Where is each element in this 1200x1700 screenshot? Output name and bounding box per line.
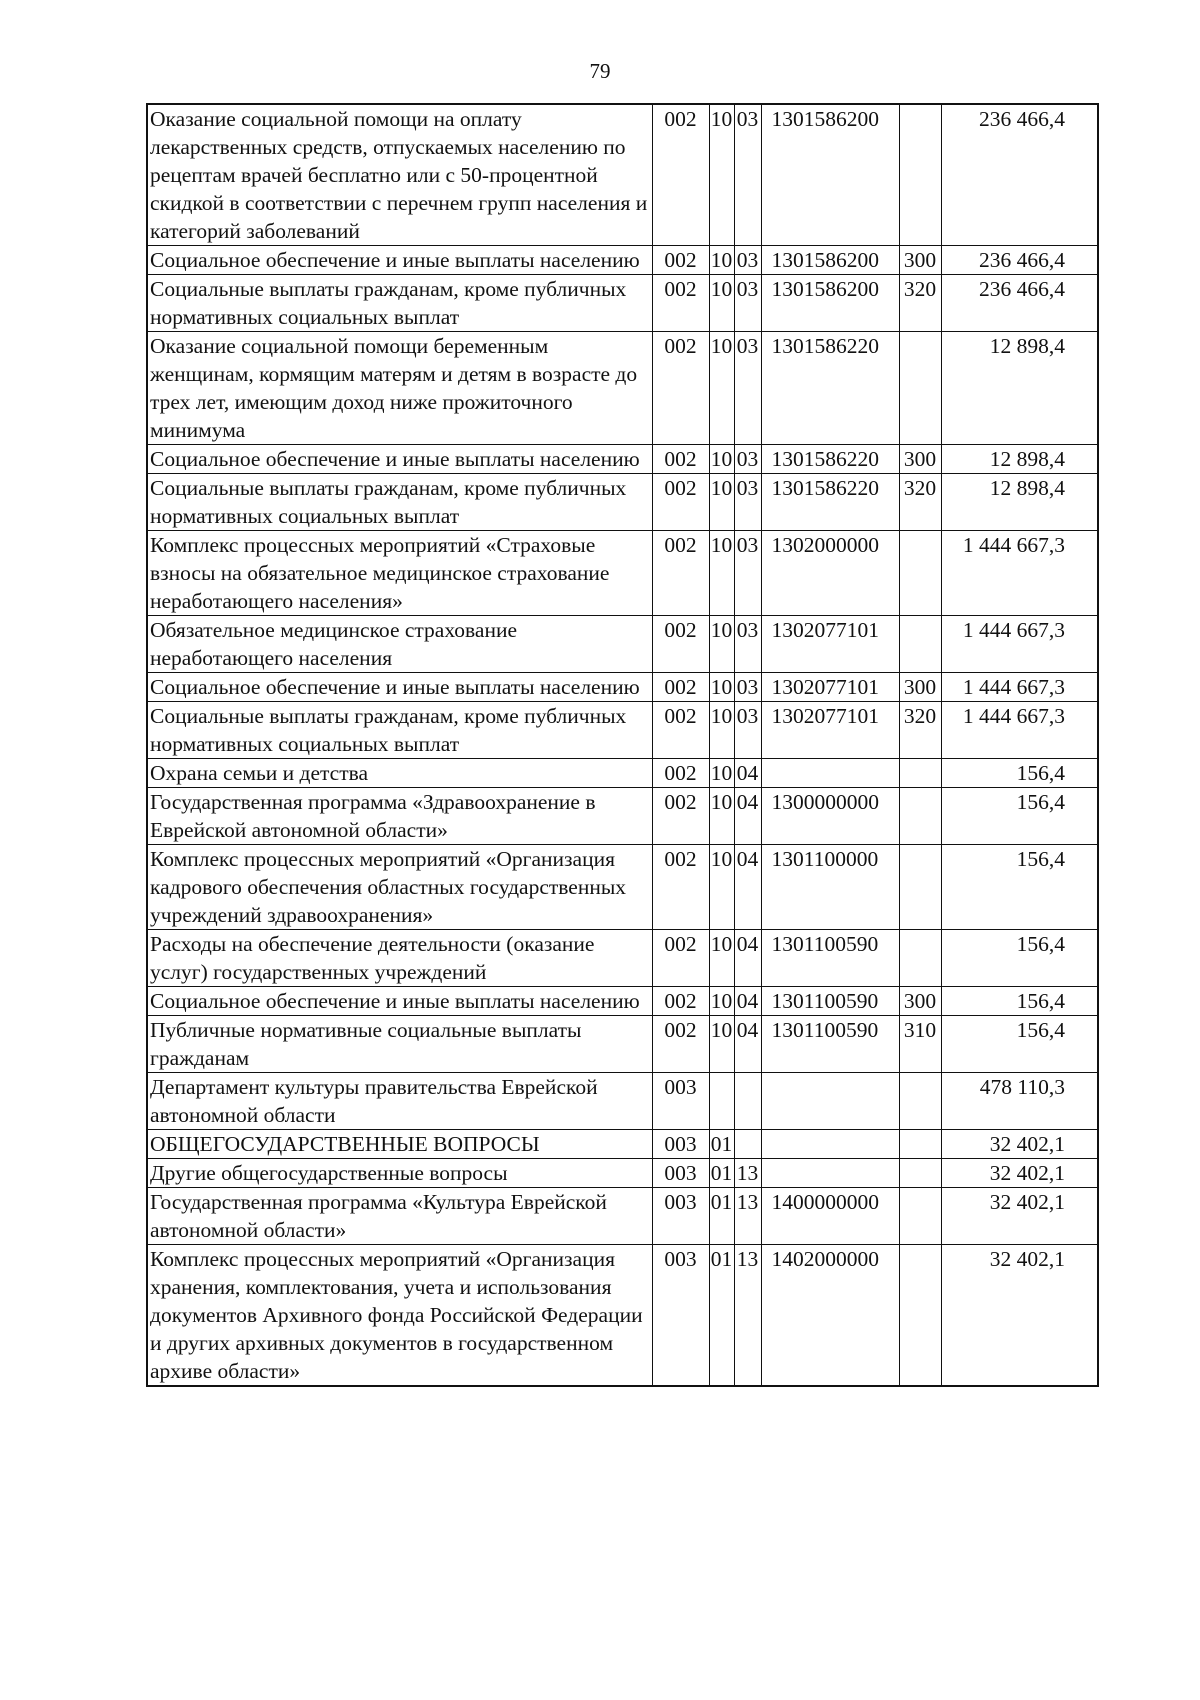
expense-type-cell: 300 (899, 987, 941, 1016)
admin-code-cell: 002 (652, 474, 709, 531)
table-row (147, 246, 1098, 275)
admin-code-cell: 002 (652, 275, 709, 332)
subsection-code-cell: 03 (734, 275, 761, 332)
expense-type-cell (899, 531, 941, 616)
section-code-cell: 10 (709, 845, 734, 930)
row-name-cell: Комплекс процессных мероприятий «Страховые взносы на обязательное медицинское страхование неработающего населения» (147, 531, 652, 616)
row-name-cell: Социальное обеспечение и иные выплаты населению (147, 673, 652, 702)
expense-type-cell (899, 332, 941, 445)
row-name-cell: Социальные выплаты гражданам, кроме публичных нормативных социальных выплат (147, 275, 652, 332)
subsection-code-cell: 04 (734, 788, 761, 845)
target-article-cell: 1301586200 (761, 275, 899, 332)
row-name-cell: Социальные выплаты гражданам, кроме публичных нормативных социальных выплат (147, 702, 652, 759)
section-code-cell: 10 (709, 930, 734, 987)
expense-type-cell: 320 (899, 702, 941, 759)
target-article-cell: 1302000000 (761, 531, 899, 616)
admin-code-cell: 002 (652, 531, 709, 616)
section-code-cell: 10 (709, 702, 734, 759)
table-row (147, 1130, 1098, 1159)
target-article-cell (761, 1073, 899, 1130)
subsection-code-cell: 04 (734, 930, 761, 987)
subsection-code-cell: 03 (734, 246, 761, 275)
expense-type-cell: 320 (899, 275, 941, 332)
admin-code-cell: 002 (652, 332, 709, 445)
row-name-cell: Социальное обеспечение и иные выплаты населению (147, 987, 652, 1016)
target-article-cell: 1400000000 (761, 1188, 899, 1245)
row-name-cell: Оказание социальной помощи на оплату лекарственных средств, отпускаемых населению по рецептам врачей бесплатно или с 50-процентной скидкой в соответствии с перечнем групп населения и категорий заболеваний (147, 104, 652, 246)
subsection-code-cell: 03 (734, 702, 761, 759)
amount-cell: 236 466,4 (941, 275, 1098, 332)
table-row (147, 702, 1098, 759)
section-code-cell: 10 (709, 616, 734, 673)
expense-type-cell (899, 1073, 941, 1130)
admin-code-cell: 002 (652, 788, 709, 845)
row-name-cell: Оказание социальной помощи беременным женщинам, кормящим матерям и детям в возрасте до трех лет, имеющим доход ниже прожиточного минимума (147, 332, 652, 445)
section-code-cell (709, 1073, 734, 1130)
row-name-cell: ОБЩЕГОСУДАРСТВЕННЫЕ ВОПРОСЫ (147, 1130, 652, 1159)
expense-type-cell (899, 1245, 941, 1387)
amount-cell: 236 466,4 (941, 246, 1098, 275)
target-article-cell: 1402000000 (761, 1245, 899, 1387)
table-row (147, 1016, 1098, 1073)
subsection-code-cell (734, 1073, 761, 1130)
subsection-code-cell: 04 (734, 987, 761, 1016)
table-row (147, 845, 1098, 930)
row-name-cell: Комплекс процессных мероприятий «Организация хранения, комплектования, учета и использования документов Архивного фонда Российской Федерации и других архивных документов в государственном архиве области» (147, 1245, 652, 1387)
table-row (147, 474, 1098, 531)
row-name-cell: Охрана семьи и детства (147, 759, 652, 788)
budget-table-body (147, 104, 1098, 1386)
section-code-cell: 10 (709, 332, 734, 445)
amount-cell: 1 444 667,3 (941, 616, 1098, 673)
row-name-cell: Публичные нормативные социальные выплаты гражданам (147, 1016, 652, 1073)
table-row (147, 987, 1098, 1016)
target-article-cell: 1301100590 (761, 1016, 899, 1073)
section-code-cell: 01 (709, 1245, 734, 1387)
target-article-cell: 1301586220 (761, 474, 899, 531)
table-row (147, 1245, 1098, 1387)
target-article-cell: 1301586200 (761, 104, 899, 246)
subsection-code-cell: 03 (734, 474, 761, 531)
amount-cell: 156,4 (941, 788, 1098, 845)
subsection-code-cell (734, 1130, 761, 1159)
amount-cell: 32 402,1 (941, 1245, 1098, 1387)
section-code-cell: 10 (709, 445, 734, 474)
expense-type-cell (899, 1130, 941, 1159)
target-article-cell: 1301586220 (761, 332, 899, 445)
subsection-code-cell: 13 (734, 1188, 761, 1245)
table-row (147, 275, 1098, 332)
table-row (147, 1159, 1098, 1188)
expense-type-cell (899, 845, 941, 930)
subsection-code-cell: 03 (734, 531, 761, 616)
table-row (147, 673, 1098, 702)
target-article-cell: 1301586200 (761, 246, 899, 275)
amount-cell: 156,4 (941, 1016, 1098, 1073)
amount-cell: 1 444 667,3 (941, 702, 1098, 759)
section-code-cell: 10 (709, 104, 734, 246)
section-code-cell: 01 (709, 1188, 734, 1245)
target-article-cell: 1300000000 (761, 788, 899, 845)
expense-type-cell (899, 788, 941, 845)
expense-type-cell (899, 930, 941, 987)
amount-cell: 12 898,4 (941, 332, 1098, 445)
table-row (147, 445, 1098, 474)
admin-code-cell: 002 (652, 104, 709, 246)
target-article-cell (761, 1159, 899, 1188)
subsection-code-cell: 04 (734, 1016, 761, 1073)
amount-cell: 236 466,4 (941, 104, 1098, 246)
table-row (147, 930, 1098, 987)
subsection-code-cell: 03 (734, 445, 761, 474)
row-name-cell: Государственная программа «Культура Еврейской автономной области» (147, 1188, 652, 1245)
target-article-cell: 1301100000 (761, 845, 899, 930)
expense-type-cell (899, 104, 941, 246)
target-article-cell: 1301100590 (761, 987, 899, 1016)
target-article-cell (761, 1130, 899, 1159)
admin-code-cell: 003 (652, 1245, 709, 1387)
admin-code-cell: 003 (652, 1188, 709, 1245)
row-name-cell: Социальное обеспечение и иные выплаты населению (147, 246, 652, 275)
admin-code-cell: 003 (652, 1130, 709, 1159)
section-code-cell: 10 (709, 788, 734, 845)
subsection-code-cell: 13 (734, 1245, 761, 1387)
expense-type-cell (899, 1159, 941, 1188)
target-article-cell: 1301586220 (761, 445, 899, 474)
amount-cell: 12 898,4 (941, 445, 1098, 474)
table-row (147, 531, 1098, 616)
table-row (147, 759, 1098, 788)
expense-type-cell: 320 (899, 474, 941, 531)
admin-code-cell: 003 (652, 1159, 709, 1188)
table-row (147, 332, 1098, 445)
amount-cell: 12 898,4 (941, 474, 1098, 531)
amount-cell: 156,4 (941, 930, 1098, 987)
section-code-cell: 10 (709, 246, 734, 275)
section-code-cell: 10 (709, 987, 734, 1016)
target-article-cell: 1301100590 (761, 930, 899, 987)
section-code-cell: 10 (709, 759, 734, 788)
subsection-code-cell: 13 (734, 1159, 761, 1188)
admin-code-cell: 002 (652, 246, 709, 275)
row-name-cell: Расходы на обеспечение деятельности (оказание услуг) государственных учреждений (147, 930, 652, 987)
expense-type-cell: 300 (899, 673, 941, 702)
admin-code-cell: 002 (652, 702, 709, 759)
admin-code-cell: 002 (652, 673, 709, 702)
amount-cell: 1 444 667,3 (941, 531, 1098, 616)
table-row (147, 104, 1098, 246)
subsection-code-cell: 03 (734, 332, 761, 445)
row-name-cell: Обязательное медицинское страхование неработающего населения (147, 616, 652, 673)
admin-code-cell: 002 (652, 987, 709, 1016)
table-row (147, 788, 1098, 845)
section-code-cell: 10 (709, 1016, 734, 1073)
table-row (147, 616, 1098, 673)
expense-type-cell (899, 616, 941, 673)
expense-type-cell: 300 (899, 445, 941, 474)
expense-type-cell (899, 1188, 941, 1245)
expense-type-cell (899, 759, 941, 788)
admin-code-cell: 002 (652, 1016, 709, 1073)
amount-cell: 156,4 (941, 845, 1098, 930)
section-code-cell: 10 (709, 474, 734, 531)
row-name-cell: Департамент культуры правительства Еврейской автономной области (147, 1073, 652, 1130)
amount-cell: 1 444 667,3 (941, 673, 1098, 702)
subsection-code-cell: 03 (734, 673, 761, 702)
table-row (147, 1188, 1098, 1245)
target-article-cell: 1302077101 (761, 616, 899, 673)
admin-code-cell: 002 (652, 759, 709, 788)
row-name-cell: Комплекс процессных мероприятий «Организация кадрового обеспечения областных государственных учреждений здравоохранения» (147, 845, 652, 930)
section-code-cell: 10 (709, 275, 734, 332)
amount-cell: 32 402,1 (941, 1130, 1098, 1159)
section-code-cell: 10 (709, 673, 734, 702)
target-article-cell: 1302077101 (761, 673, 899, 702)
subsection-code-cell: 04 (734, 759, 761, 788)
budget-table (146, 103, 1099, 1387)
row-name-cell: Другие общегосударственные вопросы (147, 1159, 652, 1188)
row-name-cell: Социальные выплаты гражданам, кроме публичных нормативных социальных выплат (147, 474, 652, 531)
page-number: 79 (589, 59, 611, 83)
admin-code-cell: 002 (652, 445, 709, 474)
subsection-code-cell: 04 (734, 845, 761, 930)
admin-code-cell: 002 (652, 616, 709, 673)
subsection-code-cell: 03 (734, 104, 761, 246)
section-code-cell: 01 (709, 1159, 734, 1188)
amount-cell: 32 402,1 (941, 1188, 1098, 1245)
admin-code-cell: 002 (652, 845, 709, 930)
subsection-code-cell: 03 (734, 616, 761, 673)
amount-cell: 156,4 (941, 987, 1098, 1016)
row-name-cell: Государственная программа «Здравоохранение в Еврейской автономной области» (147, 788, 652, 845)
expense-type-cell: 300 (899, 246, 941, 275)
target-article-cell (761, 759, 899, 788)
amount-cell: 32 402,1 (941, 1159, 1098, 1188)
amount-cell: 478 110,3 (941, 1073, 1098, 1130)
target-article-cell: 1302077101 (761, 702, 899, 759)
row-name-cell: Социальное обеспечение и иные выплаты населению (147, 445, 652, 474)
expense-type-cell: 310 (899, 1016, 941, 1073)
admin-code-cell: 003 (652, 1073, 709, 1130)
section-code-cell: 10 (709, 531, 734, 616)
admin-code-cell: 002 (652, 930, 709, 987)
table-row (147, 1073, 1098, 1130)
section-code-cell: 01 (709, 1130, 734, 1159)
amount-cell: 156,4 (941, 759, 1098, 788)
